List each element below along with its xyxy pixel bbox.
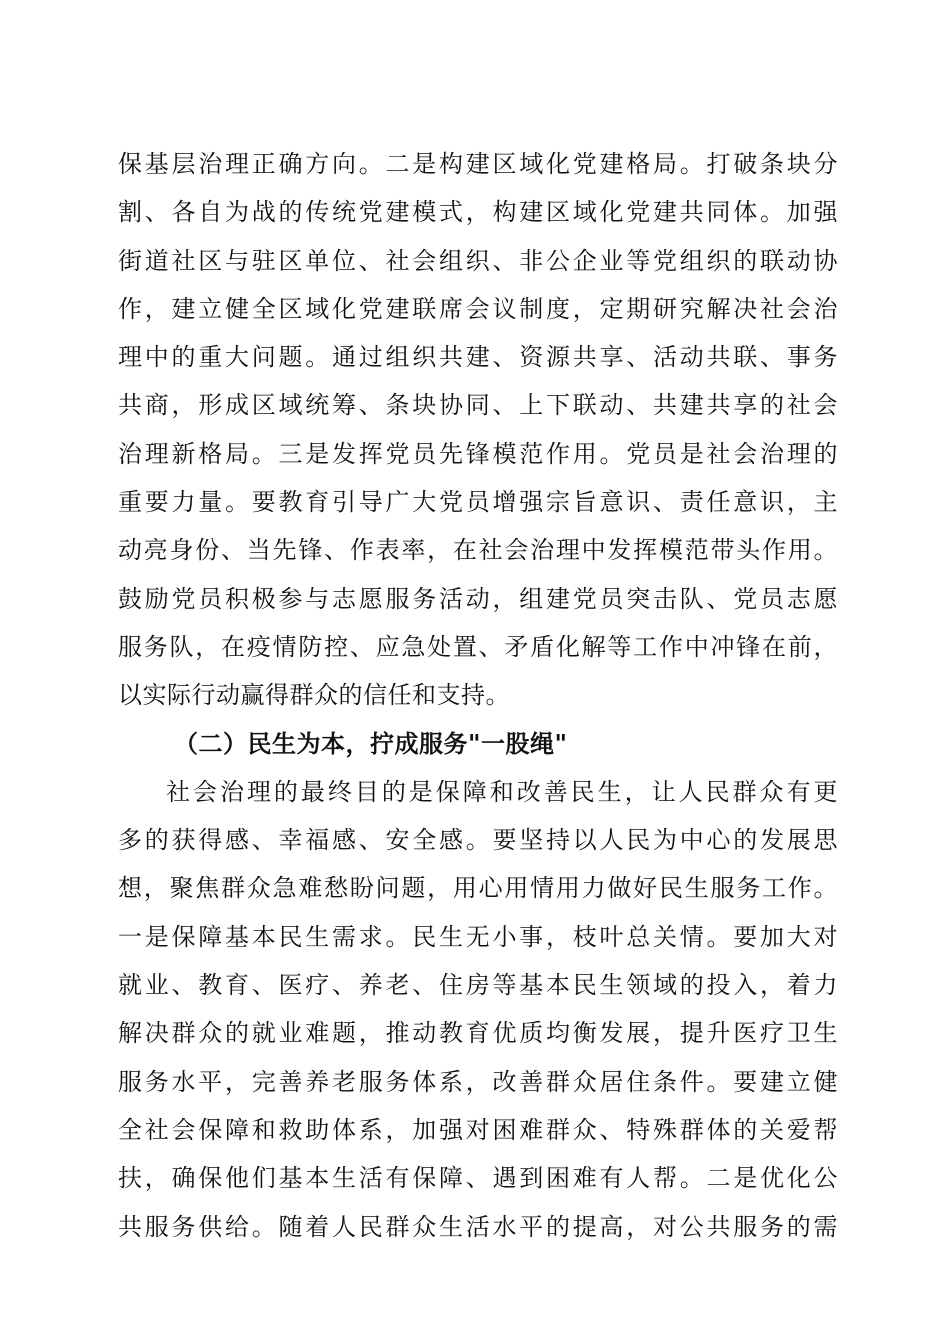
document-body <box>118 140 838 1251</box>
text-line: 全社会保障和救助体系，加强对困难群众、特殊群体的关爱帮 <box>118 1115 838 1144</box>
text-line: 鼓励党员积极参与志愿服务活动，组建党员突击队、党员志愿 <box>118 584 838 613</box>
text-line: 一是保障基本民生需求。民生无小事，枝叶总关情。要加大对 <box>118 922 838 951</box>
text-line: 动亮身份、当先锋、作表率，在社会治理中发挥模范带头作用。 <box>118 536 838 565</box>
text-line: 割、各自为战的传统党建模式，构建区域化党建共同体。加强 <box>118 198 838 227</box>
text-line: 扶，确保他们基本生活有保障、遇到困难有人帮。二是优化公 <box>118 1164 838 1193</box>
paragraph-continued <box>118 140 838 720</box>
text-line: 重要力量。要教育引导广大党员增强宗旨意识、责任意识，主 <box>118 488 838 517</box>
text-line: 社会治理的最终目的是保障和改善民生，让人民群众有更 <box>166 777 838 806</box>
text-line: 想，聚焦群众急难愁盼问题，用心用情用力做好民生服务工作。 <box>118 874 838 903</box>
text-line: 共商，形成区域统筹、条块协同、上下联动、共建共享的社会 <box>118 391 838 420</box>
text-line: 理中的重大问题。通过组织共建、资源共享、活动共联、事务 <box>118 343 838 372</box>
text-line: 治理新格局。三是发挥党员先锋模范作用。党员是社会治理的 <box>118 439 838 468</box>
text-line: 保基层治理正确方向。二是构建区域化党建格局。打破条块分 <box>118 150 838 178</box>
section-heading: （二）民生为本，拧成服务"一股绳" <box>174 728 568 758</box>
text-line: 街道社区与驻区单位、社会组织、非公企业等党组织的联动协 <box>118 246 838 275</box>
text-line: 服务水平，完善养老服务体系，改善群众居住条件。要建立健 <box>118 1067 838 1096</box>
text-line: 解决群众的就业难题，推动教育优质均衡发展，提升医疗卫生 <box>118 1019 838 1048</box>
paragraph-section <box>118 768 838 1251</box>
text-line: 作，建立健全区域化党建联席会议制度，定期研究解决社会治 <box>118 294 838 323</box>
text-line: 多的获得感、幸福感、安全感。要坚持以人民为中心的发展思 <box>118 826 838 855</box>
text-line: 服务队，在疫情防控、应急处置、矛盾化解等工作中冲锋在前， <box>118 632 838 661</box>
text-line: 共服务供给。随着人民群众生活水平的提高，对公共服务的需 <box>118 1212 838 1241</box>
text-line: 以实际行动赢得群众的信任和支持。 <box>118 681 510 710</box>
text-line: 就业、教育、医疗、养老、住房等基本民生领域的投入，着力 <box>118 971 838 1000</box>
